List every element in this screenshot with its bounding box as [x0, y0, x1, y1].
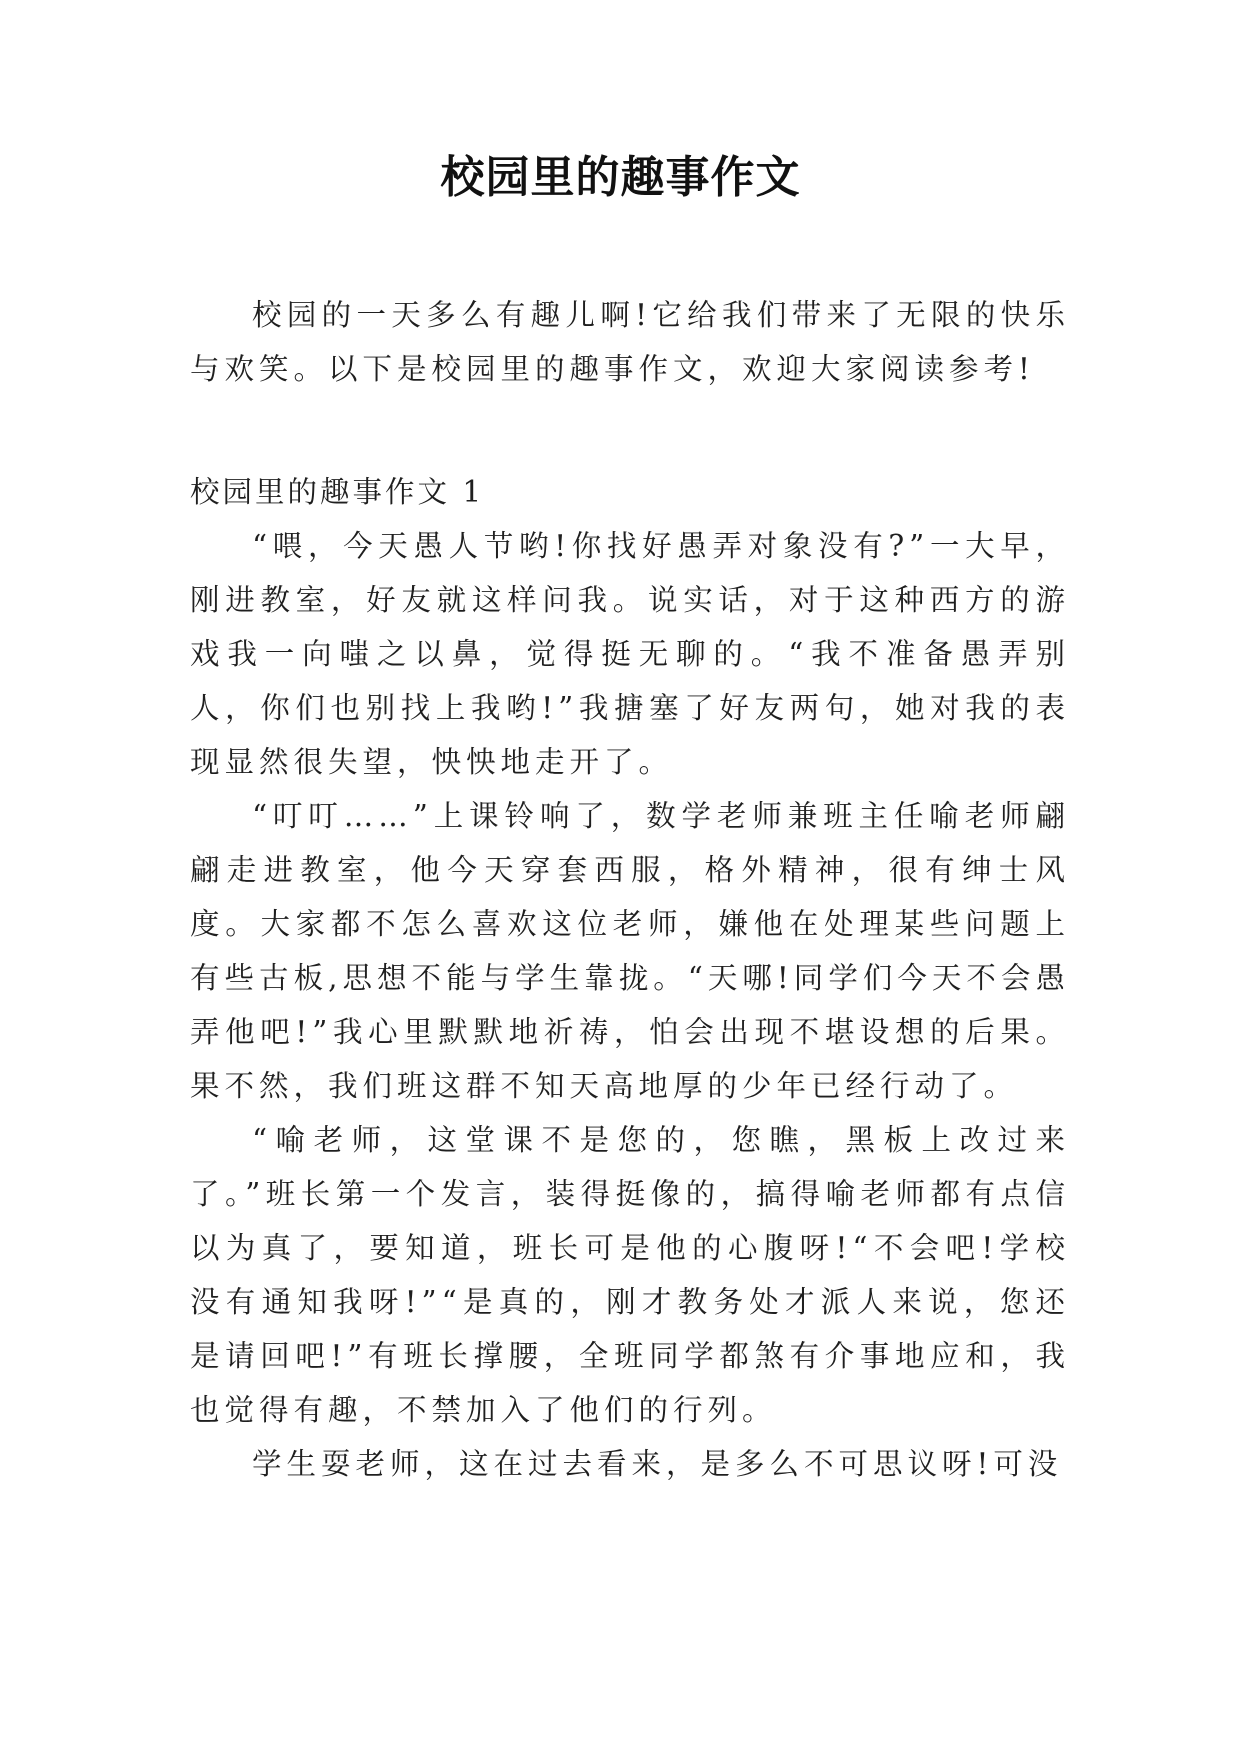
- intro-paragraph: 校园的一天多么有趣儿啊!它给我们带来了无限的快乐与欢笑。以下是校园里的趣事作文，欢迎大家阅读参考!: [190, 298, 1070, 386]
- essay-body: [190, 519, 1070, 1491]
- essay-paragraph-1: “喂，今天愚人节哟!你找好愚弄对象没有?”一大早，刚进教室，好友就这样问我。说实话，对于这种西方的游戏我一向嗤之以鼻，觉得挺无聊的。“我不准备愚弄别人，你们也别找上我哟!”我搪塞了好友两句，她对我的表现显然很失望，怏怏地走开了。: [190, 529, 1070, 779]
- essay-paragraph-3: “喻老师，这堂课不是您的，您瞧，黑板上改过来了。”班长第一个发言，装得挺像的，搞得喻老师都有点信以为真了，要知道，班长可是他的心腹呀!“不会吧!学校没有通知我呀!”“是真的，刚才教务处才派人来说，您还是请回吧!”有班长撑腰，全班同学都煞有介事地应和，我也觉得有趣，不禁加入了他们的行列。: [190, 1123, 1070, 1427]
- section-heading: 校园里的趣事作文 1: [190, 475, 485, 509]
- essay-paragraph-2: “叮叮……”上课铃响了，数学老师兼班主任喻老师翩翩走进教室，他今天穿套西服，格外精神，很有绅士风度。大家都不怎么喜欢这位老师，嫌他在处理某些问题上有些古板,思想不能与学生靠拢。“天哪!同学们今天不会愚弄他吧!”我心里默默地祈祷，怕会出现不堪设想的后果。果不然，我们班这群不知天高地厚的少年已经行动了。: [190, 799, 1070, 1103]
- document-title: 校园里的趣事作文: [440, 152, 801, 203]
- essay-paragraph-4: 学生耍老师，这在过去看来，是多么不可思议呀!可没: [252, 1447, 1063, 1481]
